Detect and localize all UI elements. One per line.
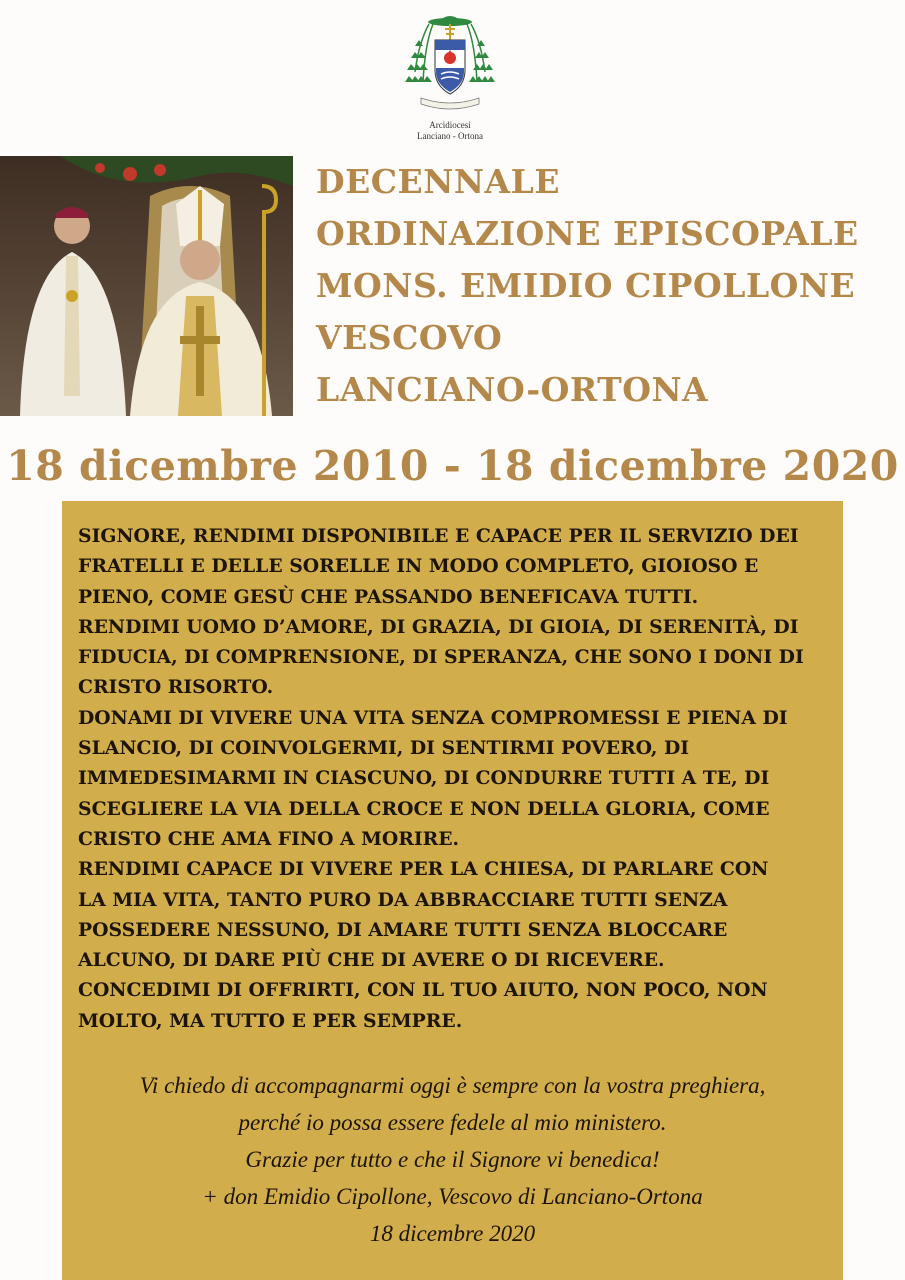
prayer-line: LA MIA VITA, TANTO PURO DA ABBRACCIARE TUTTI SENZA (78, 888, 728, 911)
prayer-panel (62, 501, 843, 1280)
closing-line: Vi chiedo di accompagnarmi oggi è sempre con la vostra preghiera, (139, 1073, 766, 1098)
prayer-line: FIDUCIA, DI COMPRENSIONE, DI SPERANZA, CHE SONO I DONI DI (78, 646, 804, 669)
closing-date: 18 dicembre 2020 (369, 1221, 536, 1246)
prayer-text (78, 521, 833, 1036)
crest-caption (403, 120, 497, 142)
prayer-line: RENDIMI CAPACE DI VIVERE PER LA CHIESA, DI PARLARE CON (78, 858, 769, 881)
prayer-line: CONCEDIMI DI OFFRIRTI, CON IL TUO AIUTO, NON POCO, NON (78, 979, 768, 1002)
archdiocese-coat-of-arms (403, 12, 497, 140)
closing-line: Grazie per tutto e che il Signore vi benedica! (245, 1147, 660, 1172)
prayer-line: MOLTO, MA TUTTO E PER SEMPRE. (78, 1009, 463, 1032)
signature-line: + don Emidio Cipollone, Vescovo di Lanciano-Ortona (202, 1184, 703, 1209)
title-line: LANCIANO-ORTONA (316, 370, 709, 409)
prayer-line: SCEGLIERE LA VIA DELLA CROCE E NON DELLA GLORIA, COME (78, 797, 770, 820)
prayer-line: POSSEDERE NESSUNO, DI AMARE TUTTI SENZA BLOCCARE (78, 918, 728, 941)
title-line: VESCOVO (316, 318, 503, 357)
bishops-photo (0, 156, 293, 416)
anniversary-date-range: 18 dicembre 2010 - 18 dicembre 2020 (6, 442, 899, 490)
prayer-line: DONAMI DI VIVERE UNA VITA SENZA COMPROMESSI E PIENA DI (78, 706, 788, 729)
prayer-line: FRATELLI E DELLE SORELLE IN MODO COMPLETO, GIOIOSO E (78, 555, 759, 578)
title-line: DECENNALE (316, 162, 560, 201)
prayer-line: PIENO, COME GESÙ CHE PASSANDO BENEFICAVA TUTTI. (78, 585, 699, 608)
closing-line: perché io possa essere fedele al mio ministero. (238, 1110, 667, 1135)
page-title (316, 156, 891, 416)
title-line: ORDINAZIONE EPISCOPALE (316, 214, 859, 253)
prayer-line: IMMEDESIMARMI IN CIASCUNO, DI CONDURRE TUTTI A TE, DI (78, 767, 770, 790)
prayer-line: RENDIMI UOMO D’AMORE, DI GRAZIA, DI GIOIA, DI SERENITÀ, DI (78, 615, 799, 638)
prayer-line: CRISTO CHE AMA FINO A MORIRE. (78, 827, 460, 850)
prayer-line: SIGNORE, RENDIMI DISPONIBILE E CAPACE PER IL SERVIZIO DEI (78, 525, 799, 547)
crest-caption-line2: Lanciano - Ortona (417, 131, 483, 141)
title-line: MONS. EMIDIO CIPOLLONE (316, 266, 856, 305)
crest-caption-line1: Arcidiocesi (429, 120, 471, 130)
coat-of-arms-icon (405, 12, 495, 118)
prayer-line: ALCUNO, DI DARE PIÙ CHE DI AVERE O DI RICEVERE. (78, 949, 665, 972)
closing-message (62, 1067, 843, 1252)
prayer-line: SLANCIO, DI COINVOLGERMI, DI SENTIRMI POVERO, DI (78, 737, 690, 760)
prayer-line: CRISTO RISORTO. (78, 676, 274, 699)
